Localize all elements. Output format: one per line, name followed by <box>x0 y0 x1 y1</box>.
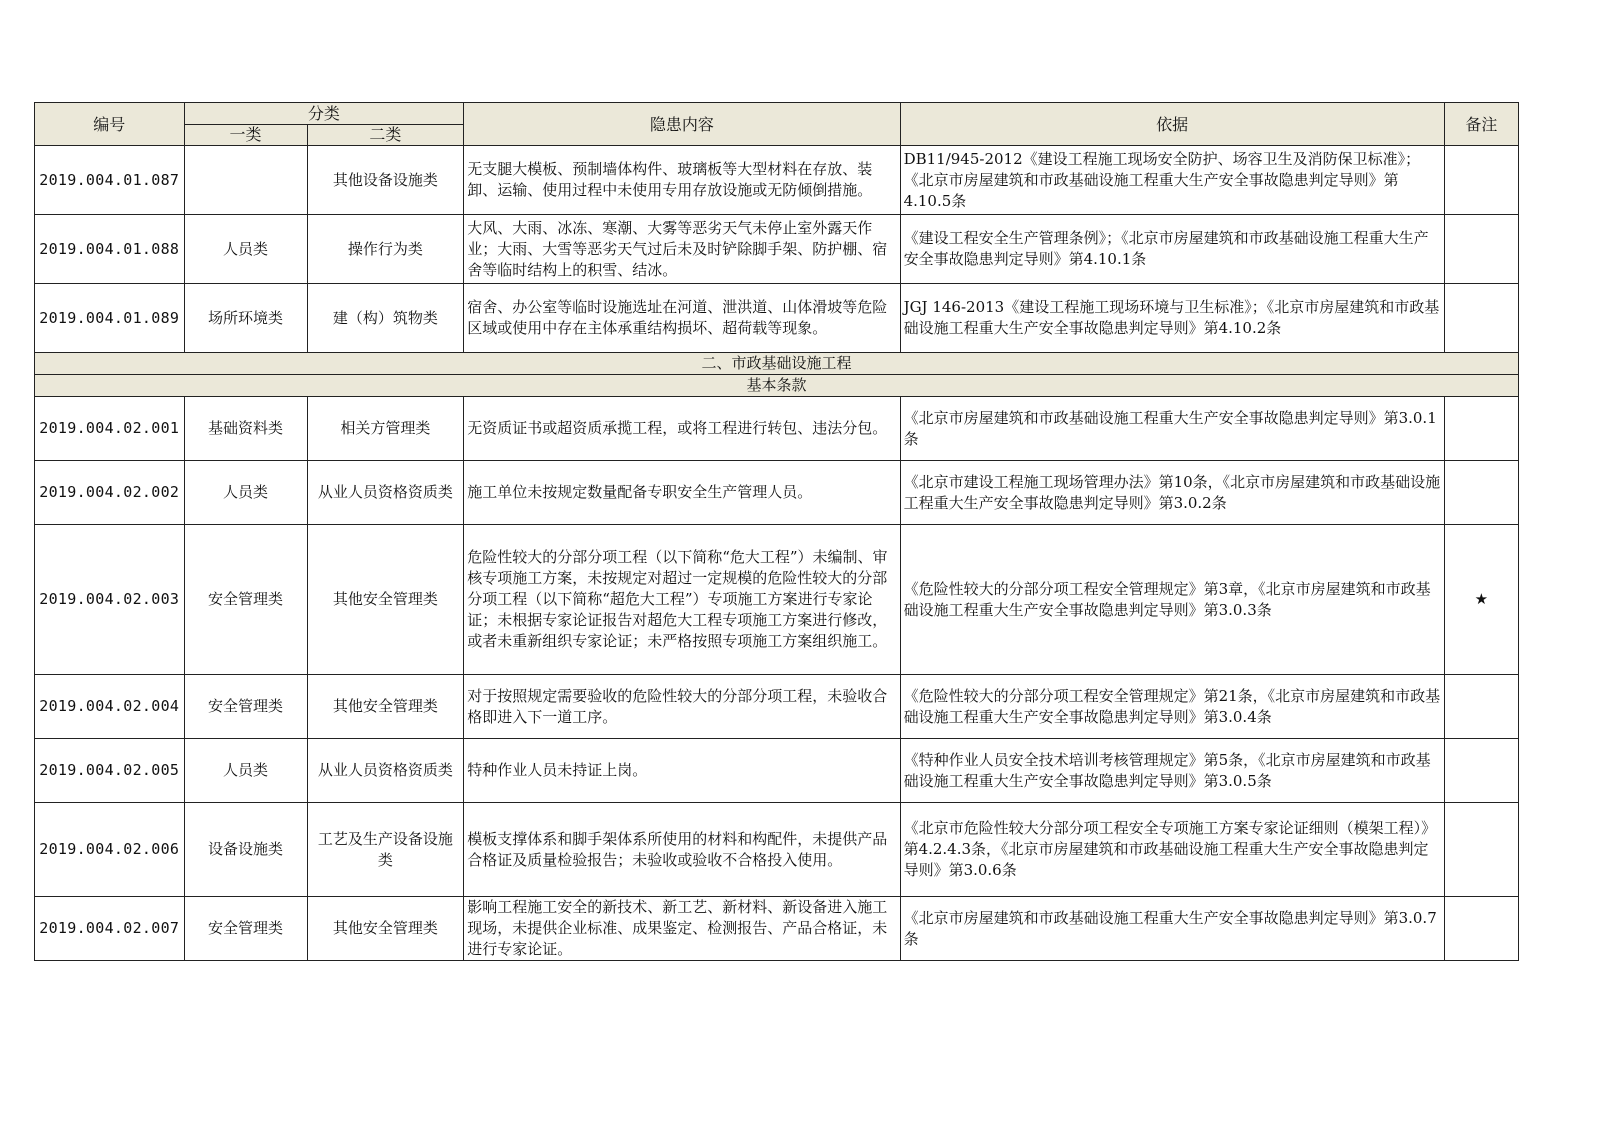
row-code: 2019.004.01.087 <box>35 146 185 215</box>
table-row <box>35 284 1519 353</box>
subsection-row <box>35 375 1519 397</box>
row-cat1: 人员类 <box>184 461 307 525</box>
row-code: 2019.004.02.003 <box>35 525 185 675</box>
row-note <box>1444 897 1518 961</box>
row-basis: 《北京市房屋建筑和市政基础设施工程重大生产安全事故隐患判定导则》第3.0.7条 <box>900 897 1444 961</box>
row-cat2: 其他安全管理类 <box>307 675 464 739</box>
row-note <box>1444 675 1518 739</box>
hazard-table <box>34 102 1519 961</box>
row-cat1: 安全管理类 <box>184 525 307 675</box>
row-code: 2019.004.02.001 <box>35 397 185 461</box>
row-content: 无支腿大模板、预制墙体构件、玻璃板等大型材料在存放、装卸、运输、使用过程中未使用专用存放设施或无防倾倒措施。 <box>464 146 900 215</box>
row-code: 2019.004.01.088 <box>35 215 185 284</box>
header-category: 分类 <box>184 103 464 125</box>
row-content: 宿舍、办公室等临时设施选址在河道、泄洪道、山体滑坡等危险区域或使用中存在主体承重结构损坏、超荷载等现象。 <box>464 284 900 353</box>
table-row <box>35 461 1519 525</box>
row-cat1: 安全管理类 <box>184 675 307 739</box>
star-icon: ★ <box>1444 525 1518 675</box>
row-content: 特种作业人员未持证上岗。 <box>464 739 900 803</box>
row-content: 模板支撑体系和脚手架体系所使用的材料和构配件，未提供产品合格证及质量检验报告；未验收或验收不合格投入使用。 <box>464 803 900 897</box>
row-cat1: 基础资料类 <box>184 397 307 461</box>
table-row <box>35 897 1519 961</box>
header-code: 编号 <box>35 103 185 146</box>
row-basis: 《危险性较大的分部分项工程安全管理规定》第3章，《北京市房屋建筑和市政基础设施工程重大生产安全事故隐患判定导则》第3.0.3条 <box>900 525 1444 675</box>
header-content: 隐患内容 <box>464 103 900 146</box>
row-cat2: 操作行为类 <box>307 215 464 284</box>
row-content: 无资质证书或超资质承揽工程，或将工程进行转包、违法分包。 <box>464 397 900 461</box>
row-content: 施工单位未按规定数量配备专职安全生产管理人员。 <box>464 461 900 525</box>
row-basis: 《北京市房屋建筑和市政基础设施工程重大生产安全事故隐患判定导则》第3.0.1条 <box>900 397 1444 461</box>
row-basis: JGJ 146-2013《建设工程施工现场环境与卫生标准》；《北京市房屋建筑和市政基础设施工程重大生产安全事故隐患判定导则》第4.10.2条 <box>900 284 1444 353</box>
table-row <box>35 525 1519 675</box>
row-code: 2019.004.02.006 <box>35 803 185 897</box>
row-cat2: 从业人员资格资质类 <box>307 739 464 803</box>
row-basis: DB11/945-2012《建设工程施工现场安全防护、场容卫生及消防保卫标准》；《北京市房屋建筑和市政基础设施工程重大生产安全事故隐患判定导则》第4.10.5条 <box>900 146 1444 215</box>
row-code: 2019.004.02.002 <box>35 461 185 525</box>
row-note <box>1444 461 1518 525</box>
row-content: 大风、大雨、冰冻、寒潮、大雾等恶劣天气未停止室外露天作业；大雨、大雪等恶劣天气过后未及时铲除脚手架、防护棚、宿舍等临时结构上的积雪、结冰。 <box>464 215 900 284</box>
row-cat2: 从业人员资格资质类 <box>307 461 464 525</box>
table-row <box>35 397 1519 461</box>
row-basis: 《特种作业人员安全技术培训考核管理规定》第5条，《北京市房屋建筑和市政基础设施工程重大生产安全事故隐患判定导则》第3.0.5条 <box>900 739 1444 803</box>
row-code: 2019.004.02.004 <box>35 675 185 739</box>
row-cat1: 人员类 <box>184 739 307 803</box>
row-cat1: 人员类 <box>184 215 307 284</box>
row-basis: 《危险性较大的分部分项工程安全管理规定》第21条，《北京市房屋建筑和市政基础设施工程重大生产安全事故隐患判定导则》第3.0.4条 <box>900 675 1444 739</box>
row-note <box>1444 803 1518 897</box>
header-cat1: 一类 <box>184 125 307 146</box>
header-cat2: 二类 <box>307 125 464 146</box>
row-content: 对于按照规定需要验收的危险性较大的分部分项工程，未验收合格即进入下一道工序。 <box>464 675 900 739</box>
row-cat2: 工艺及生产设备设施类 <box>307 803 464 897</box>
row-note <box>1444 739 1518 803</box>
row-cat2: 其他安全管理类 <box>307 897 464 961</box>
row-cat1 <box>184 146 307 215</box>
row-code: 2019.004.02.005 <box>35 739 185 803</box>
row-note <box>1444 146 1518 215</box>
section-title: 二、市政基础设施工程 <box>35 353 1519 375</box>
row-cat2: 其他设备设施类 <box>307 146 464 215</box>
table-row <box>35 146 1519 215</box>
row-note <box>1444 397 1518 461</box>
row-content: 影响工程施工安全的新技术、新工艺、新材料、新设备进入施工现场，未提供企业标准、成果鉴定、检测报告、产品合格证，未进行专家论证。 <box>464 897 900 961</box>
row-note <box>1444 284 1518 353</box>
row-code: 2019.004.01.089 <box>35 284 185 353</box>
row-content: 危险性较大的分部分项工程（以下简称“危大工程”）未编制、审核专项施工方案，未按规定对超过一定规模的危险性较大的分部分项工程（以下简称“超危大工程”）专项施工方案进行专家论证；未根据专家论证报告对超危大工程专项施工方案进行修改，或者未重新组织专家论证；未严格按照专项施工方案组织施工。 <box>464 525 900 675</box>
row-cat2: 其他安全管理类 <box>307 525 464 675</box>
row-basis: 《北京市危险性较大分部分项工程安全专项施工方案专家论证细则（模架工程）》第4.2.4.3条，《北京市房屋建筑和市政基础设施工程重大生产安全事故隐患判定导则》第3.0.6条 <box>900 803 1444 897</box>
header-note: 备注 <box>1444 103 1518 146</box>
row-code: 2019.004.02.007 <box>35 897 185 961</box>
row-basis: 《建设工程安全生产管理条例》；《北京市房屋建筑和市政基础设施工程重大生产安全事故隐患判定导则》第4.10.1条 <box>900 215 1444 284</box>
table-row <box>35 803 1519 897</box>
section-row <box>35 353 1519 375</box>
subsection-title: 基本条款 <box>35 375 1519 397</box>
row-cat1: 安全管理类 <box>184 897 307 961</box>
row-basis: 《北京市建设工程施工现场管理办法》第10条，《北京市房屋建筑和市政基础设施工程重大生产安全事故隐患判定导则》第3.0.2条 <box>900 461 1444 525</box>
row-cat1: 场所环境类 <box>184 284 307 353</box>
row-cat1: 设备设施类 <box>184 803 307 897</box>
row-cat2: 相关方管理类 <box>307 397 464 461</box>
header-basis: 依据 <box>900 103 1444 146</box>
table-row <box>35 739 1519 803</box>
row-cat2: 建（构）筑物类 <box>307 284 464 353</box>
table-row <box>35 215 1519 284</box>
table-row <box>35 675 1519 739</box>
row-note <box>1444 215 1518 284</box>
